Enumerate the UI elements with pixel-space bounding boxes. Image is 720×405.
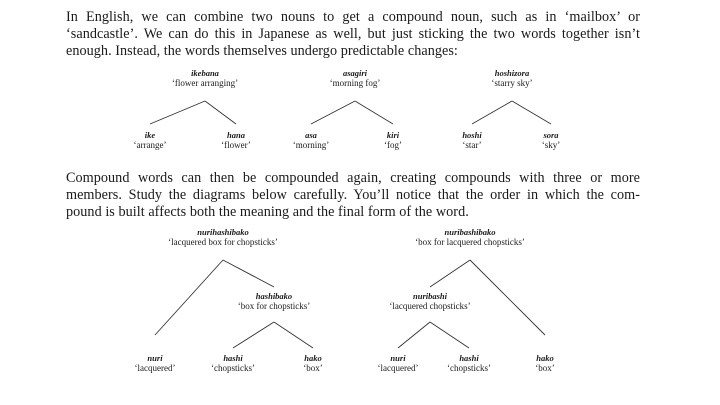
kiri-leaf-node: [384, 130, 402, 151]
kiri-romaji: kiri: [386, 130, 400, 140]
right-hashi-romaji: hashi: [459, 353, 479, 363]
asagiri-gloss: ‘morning fog’: [329, 78, 381, 88]
hoshizora-left-branch: [472, 101, 512, 124]
left-hashi-gloss: ‘chopsticks’: [211, 363, 255, 373]
sora-leaf-node: [542, 130, 561, 151]
left-hashi-romaji: hashi: [223, 353, 243, 363]
ike-leaf-node: [134, 130, 167, 151]
intro-line-3: enough. Instead, the words themselves undergo predictable changes:: [66, 43, 458, 59]
nurihashibako-left-branch: [155, 260, 223, 335]
ikebana-root-node: [172, 68, 238, 89]
nurihashibako-right-branch: [223, 260, 274, 287]
hashibako-mid-node: [238, 291, 310, 312]
nuribashibako-left-branch: [430, 260, 470, 287]
nurihashibako-romaji: nurihashibako: [197, 227, 249, 237]
asa-leaf-node: [293, 130, 330, 151]
ikebana-romaji: ikebana: [191, 68, 219, 78]
nuribashi-romaji: nuribashi: [412, 291, 448, 301]
asa-gloss: ‘morning’: [292, 140, 330, 150]
hoshi-romaji: hoshi: [462, 130, 482, 140]
nuribashibako-gloss: ‘box for lacquered chopsticks’: [415, 237, 525, 247]
intro-line-1: In English, we can combine two nouns to get a compound noun, such as in ‘mailbox’ or: [66, 9, 640, 25]
left-hako-gloss: ‘box’: [303, 363, 323, 373]
right-nuri-leaf-node: [378, 353, 419, 374]
right-nuri-romaji: nuri: [390, 353, 406, 363]
left-nuri-romaji: nuri: [147, 353, 163, 363]
left-hashi-leaf-node: [211, 353, 255, 374]
hashibako-right-branch: [274, 322, 313, 348]
nuribashi-right-branch: [430, 322, 469, 348]
left-hako-leaf-node: [303, 353, 323, 374]
hana-gloss: ‘flower’: [221, 140, 251, 150]
sora-romaji: sora: [543, 130, 559, 140]
right-nuri-gloss: ‘lacquered’: [377, 363, 419, 373]
compound-line-3: pound is built affects both the meaning and the final form of the word.: [66, 204, 469, 220]
ike-gloss: ‘arrange’: [133, 140, 167, 150]
nuribashibako-root-node: [415, 227, 525, 248]
ike-romaji: ike: [144, 130, 156, 140]
nurihashibako-root-node: [168, 227, 278, 248]
ikebana-left-branch: [150, 101, 205, 124]
left-hako-romaji: hako: [304, 353, 322, 363]
nuribashi-left-branch: [398, 322, 430, 348]
asagiri-right-branch: [355, 101, 393, 124]
left-nuri-leaf-node: [135, 353, 176, 374]
asagiri-left-branch: [311, 101, 355, 124]
compound-line-2: members. Study the diagrams below carefully. You’ll notice that the order in which the com-: [66, 187, 640, 203]
hana-leaf-node: [221, 130, 251, 151]
nuribashi-mid-node: [389, 291, 470, 312]
hashibako-gloss: ‘box for chopsticks’: [237, 301, 311, 311]
asagiri-root-node: [330, 68, 381, 89]
kiri-gloss: ‘fog’: [384, 140, 402, 150]
hoshizora-gloss: ‘starry sky’: [491, 78, 533, 88]
left-nuri-gloss: ‘lacquered’: [134, 363, 176, 373]
asa-romaji: asa: [305, 130, 317, 140]
right-hako-gloss: ‘box’: [535, 363, 555, 373]
hoshizora-root-node: [491, 68, 532, 89]
nuribashibako-romaji: nuribashibako: [444, 227, 496, 237]
intro-line-2: ‘sandcastle’. We can do this in Japanese as well, but just sticking the two words together isn’t: [66, 26, 640, 42]
compound-line-1: Compound words can then be compounded again, creating compounds with three or more: [66, 170, 640, 186]
ikebana-right-branch: [205, 101, 236, 124]
nuribashi-gloss: ‘lacquered chopsticks’: [389, 301, 471, 311]
ikebana-gloss: ‘flower arranging’: [171, 78, 239, 88]
hoshizora-romaji: hoshizora: [494, 68, 530, 78]
right-hako-leaf-node: [535, 353, 555, 374]
asagiri-romaji: asagiri: [342, 68, 368, 78]
compound-paragraph: [66, 170, 640, 221]
right-hashi-gloss: ‘chopsticks’: [447, 363, 491, 373]
right-hako-romaji: hako: [536, 353, 554, 363]
hoshi-leaf-node: [462, 130, 481, 151]
hana-romaji: hana: [227, 130, 245, 140]
nuribashibako-right-branch: [470, 260, 545, 335]
right-hashi-leaf-node: [447, 353, 491, 374]
hoshi-gloss: ‘star’: [462, 140, 482, 150]
hashibako-left-branch: [233, 322, 274, 348]
nurihashibako-gloss: ‘lacquered box for chopsticks’: [168, 237, 278, 247]
sora-gloss: ‘sky’: [541, 140, 561, 150]
hashibako-romaji: hashibako: [255, 291, 293, 301]
hoshizora-right-branch: [512, 101, 551, 124]
